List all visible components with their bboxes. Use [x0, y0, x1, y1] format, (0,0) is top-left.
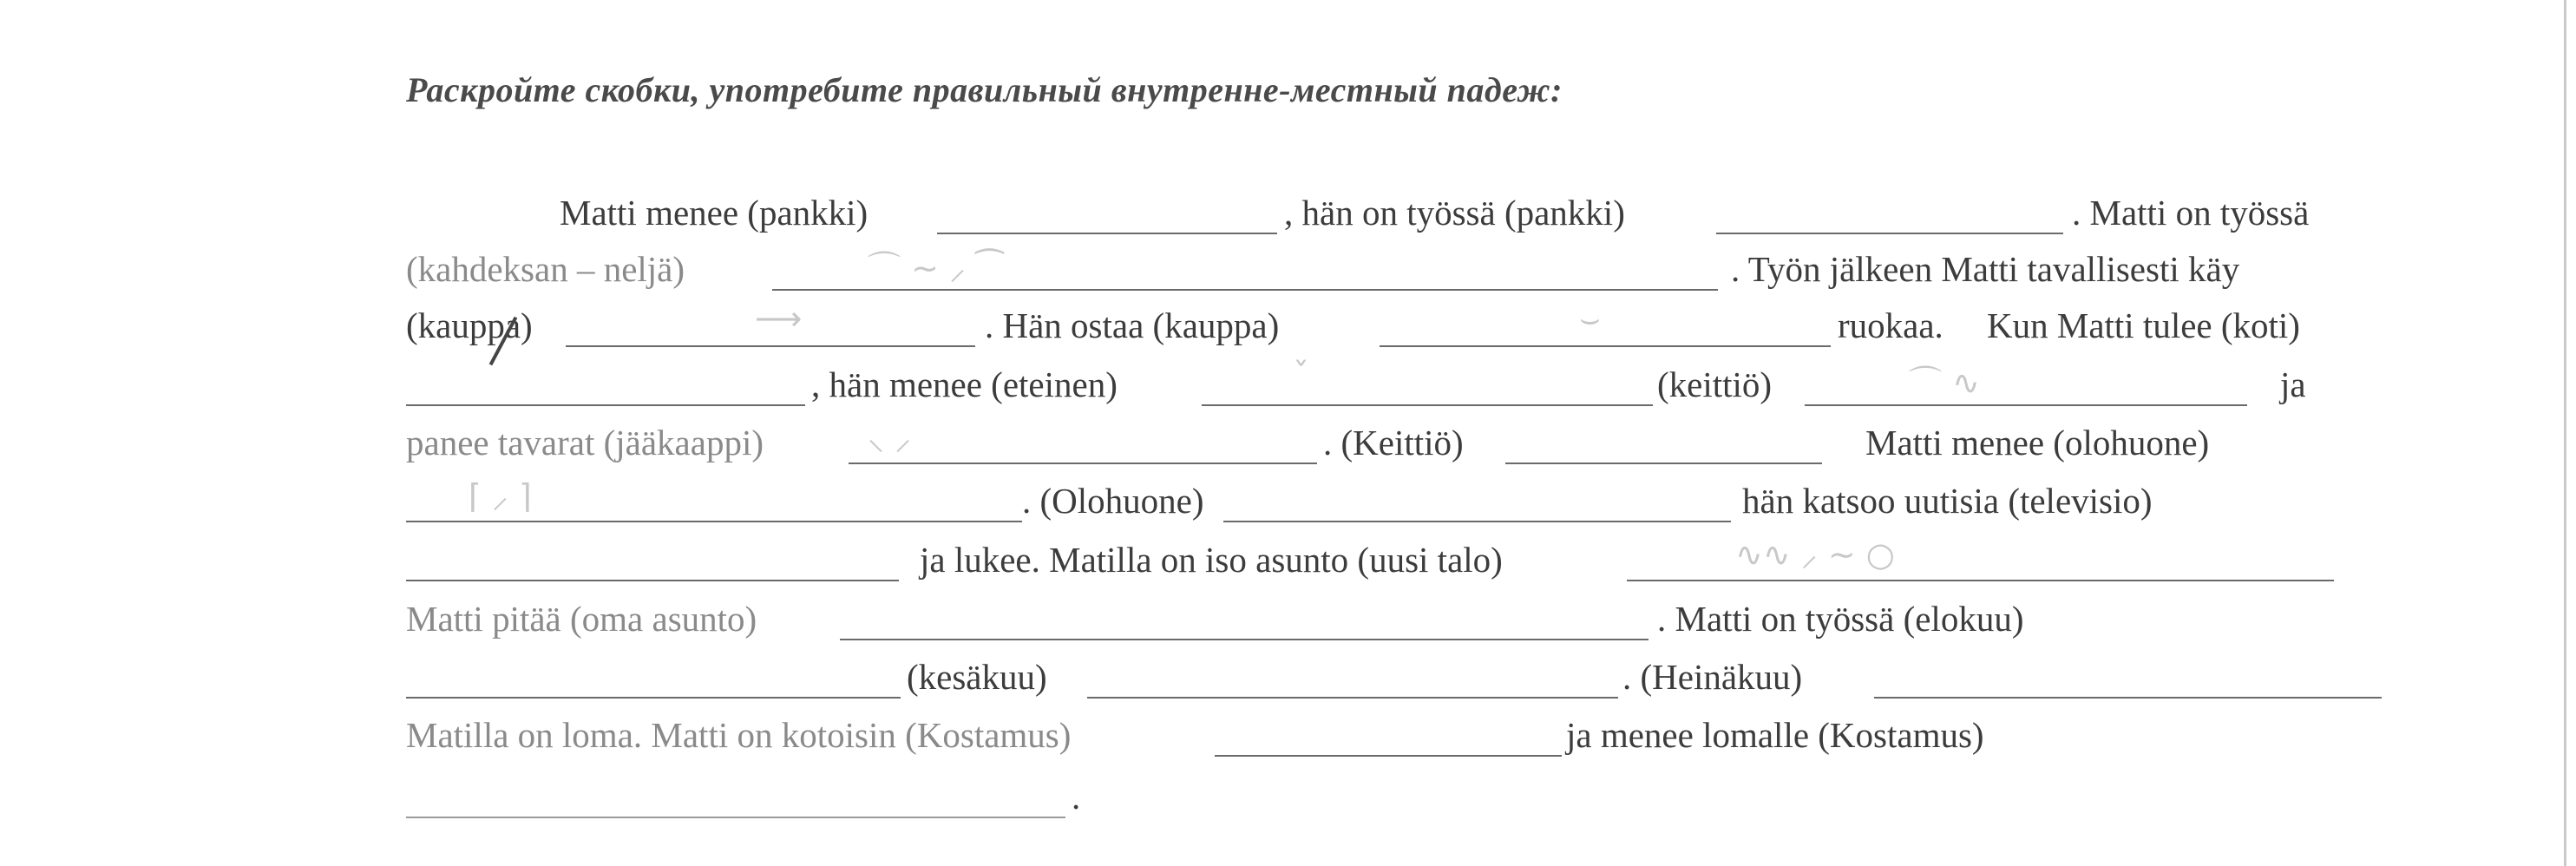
line3-text-a: (kauppa): [406, 305, 533, 345]
erased-pencil-mark: ˇ: [1293, 356, 1309, 394]
line2-text-b: . Työn jälkeen Matti tavallisesti käy: [1731, 249, 2240, 289]
scan-edge-line: [2564, 0, 2566, 866]
line9-text-b: . (Heinäkuu): [1622, 657, 1803, 697]
line10-text-b: ja menee lomalle (Kostamus): [1566, 715, 1984, 755]
answer-blank[interactable]: [1874, 659, 2382, 699]
line6-text-b: hän katsoo uutisia (televisio): [1742, 481, 2153, 521]
instruction-heading: Раскройте скобки, употребите правильный внутренне-местный падеж:: [406, 70, 1563, 109]
line8-text-a: Matti pitää (oma asunto): [406, 599, 757, 639]
answer-blank[interactable]: [849, 424, 1317, 464]
answer-blank[interactable]: [1380, 307, 1831, 347]
line5-text-b: . (Keittiö): [1323, 423, 1464, 463]
line1-text-b: , hän on työssä (pankki): [1284, 193, 1625, 233]
line3-text-b: . Hän ostaa (kauppa): [985, 305, 1280, 345]
erased-pencil-mark: ⟶: [755, 299, 803, 338]
line2-text-a: (kahdeksan – neljä): [406, 249, 685, 289]
line1-text-a: Matti menee (pankki): [560, 193, 868, 233]
answer-blank[interactable]: [1202, 366, 1653, 406]
line10-text-a: Matilla on loma. Matti on kotoisin (Kostamus): [406, 715, 1072, 755]
line9-text-a: (kesäkuu): [907, 657, 1047, 697]
erased-pencil-mark: ⸜ ⸝: [868, 419, 912, 457]
erased-pencil-mark: ⌈ ⸝ ⌉: [469, 477, 532, 515]
line3-text-d: Kun Matti tulee (koti): [1987, 305, 2300, 345]
answer-blank[interactable]: [406, 541, 899, 581]
line1-text-c: . Matti on työssä: [2072, 193, 2310, 233]
erased-pencil-mark: ∿∿ ⸝ ∼ ○: [1735, 535, 1895, 574]
line5-text-c: Matti menee (olohuone): [1865, 423, 2210, 463]
answer-blank[interactable]: [1805, 366, 2247, 406]
answer-blank[interactable]: [937, 194, 1277, 234]
line11-text-a: .: [1072, 777, 1081, 817]
answer-blank[interactable]: [406, 778, 1065, 818]
erased-pencil-mark: ⌒ ∿: [1909, 364, 1980, 402]
answer-blank[interactable]: [1505, 424, 1822, 464]
answer-blank[interactable]: [406, 366, 805, 406]
line7-text-a: ja lukee. Matilla on iso asunto (uusi talo): [920, 540, 1503, 580]
line4-text-c: ja: [2280, 364, 2306, 404]
line4-text-a: , hän menee (eteinen): [811, 364, 1118, 404]
answer-blank[interactable]: [1627, 541, 2334, 581]
erased-pencil-mark: ⌣: [1579, 299, 1602, 338]
line5-text-a: panee tavarat (jääkaappi): [406, 423, 764, 463]
answer-blank[interactable]: [1716, 194, 2063, 234]
answer-blank[interactable]: [406, 659, 901, 699]
answer-blank[interactable]: [840, 600, 1649, 640]
answer-blank[interactable]: [1087, 659, 1618, 699]
erased-pencil-mark: ⌒ ∼ ⸝ ⁀: [868, 249, 1003, 287]
line3-text-c: ruokaa.: [1838, 305, 1943, 345]
line8-text-b: . Matti on työssä (elokuu): [1657, 599, 2024, 639]
answer-blank[interactable]: [1223, 482, 1731, 522]
line4-text-b: (keittiö): [1657, 364, 1773, 404]
line6-text-a: . (Olohuone): [1022, 481, 1204, 521]
answer-blank[interactable]: [1215, 717, 1562, 757]
